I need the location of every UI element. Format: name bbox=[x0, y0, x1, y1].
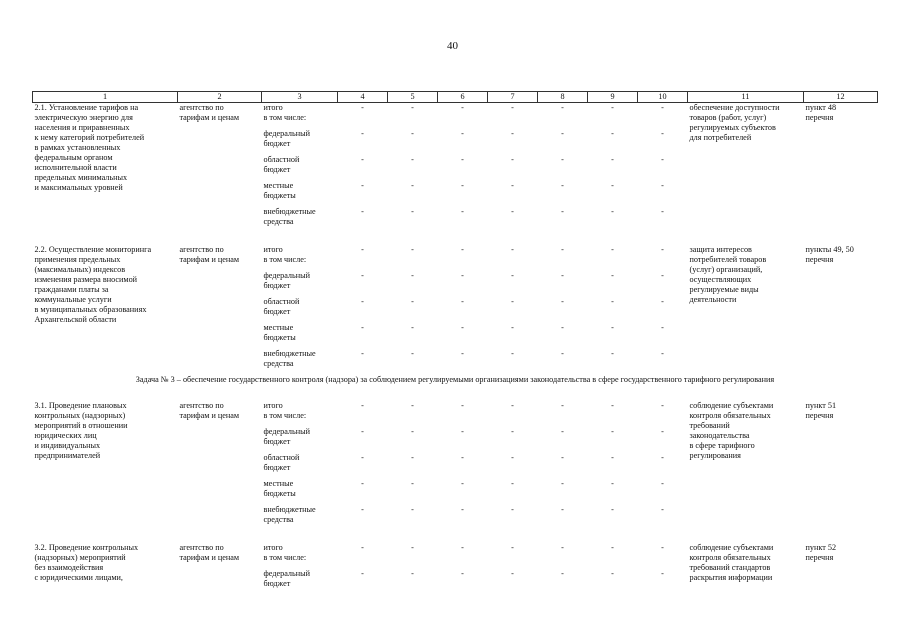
column-header: 3 bbox=[262, 92, 338, 103]
funding-source: федеральный бюджет bbox=[263, 271, 311, 290]
funding-value: - bbox=[611, 505, 614, 514]
funding-value: - bbox=[461, 323, 464, 332]
task-header-row bbox=[33, 375, 878, 401]
funding-value: - bbox=[361, 181, 364, 190]
funding-value: - bbox=[611, 129, 614, 138]
funding-value: - bbox=[611, 103, 614, 112]
funding-value: - bbox=[561, 543, 564, 552]
table-row bbox=[33, 543, 878, 569]
funding-value: - bbox=[511, 297, 514, 306]
funding-source: областной бюджет bbox=[263, 155, 300, 174]
funding-value: - bbox=[411, 569, 414, 578]
funding-value: - bbox=[361, 427, 364, 436]
funding-value: - bbox=[411, 129, 414, 138]
funding-source: итого в том числе: bbox=[263, 543, 307, 562]
funding-value: - bbox=[611, 479, 614, 488]
funding-value: - bbox=[411, 103, 414, 112]
activity-name: 2.2. Осуществление мониторинга применения предельных (максимальных) индексов изменения размера вносимой гражданами платы за коммунальные услуги в муниципальных образованиях Архангельской области bbox=[34, 245, 152, 324]
funding-value: - bbox=[661, 245, 664, 254]
expected-result: соблюдение субъектами контроля обязательных требований законодательства в сфере тарифного регулирования bbox=[689, 401, 774, 460]
executor: агентство по тарифам и ценам bbox=[179, 103, 240, 122]
funding-value: - bbox=[511, 155, 514, 164]
funding-value: - bbox=[611, 323, 614, 332]
column-header: 6 bbox=[438, 92, 488, 103]
funding-value: - bbox=[461, 505, 464, 514]
funding-value: - bbox=[361, 505, 364, 514]
funding-value: - bbox=[461, 297, 464, 306]
funding-value: - bbox=[561, 129, 564, 138]
funding-value: - bbox=[361, 453, 364, 462]
funding-value: - bbox=[461, 207, 464, 216]
list-reference: пункт 48 перечня bbox=[805, 103, 837, 122]
funding-value: - bbox=[661, 349, 664, 358]
funding-value: - bbox=[661, 569, 664, 578]
funding-value: - bbox=[661, 323, 664, 332]
funding-value: - bbox=[361, 103, 364, 112]
list-reference: пункт 52 перечня bbox=[805, 543, 837, 562]
expected-result: обеспечение доступности товаров (работ, услуг) регулируемых субъектов для потребителей bbox=[689, 103, 780, 142]
funding-value: - bbox=[561, 297, 564, 306]
funding-value: - bbox=[561, 155, 564, 164]
column-header: 8 bbox=[538, 92, 588, 103]
funding-value: - bbox=[411, 323, 414, 332]
funding-value: - bbox=[511, 349, 514, 358]
funding-value: - bbox=[411, 349, 414, 358]
funding-value: - bbox=[461, 479, 464, 488]
funding-value: - bbox=[411, 207, 414, 216]
funding-value: - bbox=[661, 155, 664, 164]
funding-value: - bbox=[411, 181, 414, 190]
funding-value: - bbox=[461, 427, 464, 436]
funding-value: - bbox=[411, 401, 414, 410]
funding-value: - bbox=[611, 349, 614, 358]
spacer-row bbox=[33, 233, 878, 245]
funding-value: - bbox=[661, 207, 664, 216]
executor: агентство по тарифам и ценам bbox=[179, 245, 240, 264]
funding-value: - bbox=[561, 453, 564, 462]
column-header: 2 bbox=[178, 92, 262, 103]
column-header: 5 bbox=[388, 92, 438, 103]
funding-value: - bbox=[411, 543, 414, 552]
funding-value: - bbox=[561, 401, 564, 410]
column-header: 1 bbox=[33, 92, 178, 103]
table-body bbox=[33, 103, 878, 596]
funding-value: - bbox=[411, 479, 414, 488]
funding-value: - bbox=[361, 155, 364, 164]
column-number-header bbox=[33, 92, 878, 103]
funding-value: - bbox=[661, 181, 664, 190]
funding-value: - bbox=[461, 543, 464, 552]
funding-value: - bbox=[361, 569, 364, 578]
funding-value: - bbox=[611, 155, 614, 164]
funding-value: - bbox=[561, 349, 564, 358]
funding-value: - bbox=[461, 569, 464, 578]
funding-value: - bbox=[611, 401, 614, 410]
funding-value: - bbox=[661, 479, 664, 488]
funding-value: - bbox=[411, 453, 414, 462]
funding-value: - bbox=[511, 207, 514, 216]
funding-value: - bbox=[511, 453, 514, 462]
funding-value: - bbox=[511, 181, 514, 190]
funding-value: - bbox=[411, 155, 414, 164]
column-header: 7 bbox=[488, 92, 538, 103]
funding-value: - bbox=[611, 569, 614, 578]
funding-source: федеральный бюджет bbox=[263, 569, 311, 588]
spacer-cell bbox=[33, 233, 878, 245]
program-table bbox=[32, 91, 878, 595]
activity-name: 3.1. Проведение плановых контрольных (надзорных) мероприятий в отношении юридических лиц и индивидуальных предпринимателей bbox=[34, 401, 128, 460]
funding-value: - bbox=[661, 543, 664, 552]
funding-value: - bbox=[511, 129, 514, 138]
funding-value: - bbox=[561, 245, 564, 254]
spacer-cell bbox=[33, 531, 878, 543]
funding-value: - bbox=[361, 207, 364, 216]
funding-value: - bbox=[561, 181, 564, 190]
funding-source: внебюджетные средства bbox=[263, 505, 316, 524]
funding-value: - bbox=[461, 271, 464, 280]
funding-value: - bbox=[611, 427, 614, 436]
funding-value: - bbox=[361, 349, 364, 358]
funding-value: - bbox=[461, 129, 464, 138]
funding-value: - bbox=[411, 505, 414, 514]
funding-value: - bbox=[661, 505, 664, 514]
column-header: 9 bbox=[588, 92, 638, 103]
list-reference: пункты 49, 50 перечня bbox=[805, 245, 854, 264]
funding-value: - bbox=[461, 155, 464, 164]
funding-value: - bbox=[511, 245, 514, 254]
funding-value: - bbox=[661, 271, 664, 280]
funding-source: областной бюджет bbox=[263, 453, 300, 472]
funding-value: - bbox=[661, 453, 664, 462]
funding-value: - bbox=[461, 453, 464, 462]
funding-value: - bbox=[611, 271, 614, 280]
funding-value: - bbox=[511, 569, 514, 578]
funding-source: итого в том числе: bbox=[263, 103, 307, 122]
activity-name: 2.1. Установление тарифов на электрическую энергию для населения и приравненных к нему категорий потребителей в рамках установленных федеральным органом исполнительной власти предельных минимальных и максимальных уровней bbox=[34, 103, 145, 192]
funding-value: - bbox=[611, 297, 614, 306]
funding-source: внебюджетные средства bbox=[263, 349, 316, 368]
funding-value: - bbox=[611, 543, 614, 552]
list-reference: пункт 51 перечня bbox=[805, 401, 837, 420]
column-header: 4 bbox=[338, 92, 388, 103]
funding-value: - bbox=[661, 103, 664, 112]
funding-value: - bbox=[561, 427, 564, 436]
funding-value: - bbox=[361, 479, 364, 488]
funding-value: - bbox=[611, 453, 614, 462]
funding-value: - bbox=[511, 401, 514, 410]
funding-value: - bbox=[361, 401, 364, 410]
funding-value: - bbox=[411, 297, 414, 306]
funding-value: - bbox=[361, 271, 364, 280]
column-header: 10 bbox=[638, 92, 688, 103]
funding-source: областной бюджет bbox=[263, 297, 300, 316]
funding-value: - bbox=[361, 323, 364, 332]
funding-value: - bbox=[561, 479, 564, 488]
funding-value: - bbox=[461, 349, 464, 358]
funding-value: - bbox=[511, 271, 514, 280]
spacer-row bbox=[33, 531, 878, 543]
funding-value: - bbox=[561, 207, 564, 216]
funding-value: - bbox=[361, 297, 364, 306]
funding-source: местные бюджеты bbox=[263, 323, 296, 342]
funding-source: местные бюджеты bbox=[263, 479, 296, 498]
funding-value: - bbox=[411, 427, 414, 436]
table-row bbox=[33, 245, 878, 271]
funding-value: - bbox=[361, 543, 364, 552]
funding-value: - bbox=[511, 323, 514, 332]
funding-value: - bbox=[411, 271, 414, 280]
page-number: 40 bbox=[447, 40, 458, 52]
funding-value: - bbox=[461, 245, 464, 254]
funding-value: - bbox=[511, 103, 514, 112]
column-header: 12 bbox=[804, 92, 878, 103]
table-row bbox=[33, 103, 878, 130]
funding-value: - bbox=[511, 479, 514, 488]
funding-value: - bbox=[661, 401, 664, 410]
funding-value: - bbox=[411, 245, 414, 254]
executor: агентство по тарифам и ценам bbox=[179, 401, 240, 420]
funding-source: итого в том числе: bbox=[263, 245, 307, 264]
activity-name: 3.2. Проведение контрольных (надзорных) мероприятий без взаимодействия с юридическими лицами, bbox=[34, 543, 139, 582]
funding-source: федеральный бюджет bbox=[263, 427, 311, 446]
funding-value: - bbox=[661, 427, 664, 436]
funding-value: - bbox=[361, 129, 364, 138]
funding-value: - bbox=[461, 181, 464, 190]
funding-value: - bbox=[561, 505, 564, 514]
funding-value: - bbox=[611, 245, 614, 254]
table-row bbox=[33, 401, 878, 427]
funding-value: - bbox=[561, 103, 564, 112]
funding-value: - bbox=[461, 401, 464, 410]
funding-source: местные бюджеты bbox=[263, 181, 296, 200]
funding-value: - bbox=[511, 505, 514, 514]
funding-value: - bbox=[561, 323, 564, 332]
task-title: Задача № 3 – обеспечение государственного контроля (надзора) за соблюдением регулируемыми организациями законодательства в сфере государственного тарифного регулирования bbox=[135, 375, 775, 384]
funding-value: - bbox=[511, 543, 514, 552]
funding-source: итого в том числе: bbox=[263, 401, 307, 420]
funding-source: федеральный бюджет bbox=[263, 129, 311, 148]
funding-value: - bbox=[661, 129, 664, 138]
funding-value: - bbox=[561, 271, 564, 280]
expected-result: защита интересов потребителей товаров (услуг) организаций, осуществляющих регулируемые виды деятельности bbox=[689, 245, 767, 304]
funding-value: - bbox=[661, 297, 664, 306]
funding-source: внебюджетные средства bbox=[263, 207, 316, 226]
funding-value: - bbox=[461, 103, 464, 112]
funding-value: - bbox=[611, 181, 614, 190]
column-header: 11 bbox=[688, 92, 804, 103]
funding-value: - bbox=[361, 245, 364, 254]
executor: агентство по тарифам и ценам bbox=[179, 543, 240, 562]
funding-value: - bbox=[611, 207, 614, 216]
funding-value: - bbox=[561, 569, 564, 578]
expected-result: соблюдение субъектами контроля обязательных требований стандартов раскрытия информации bbox=[689, 543, 774, 582]
funding-value: - bbox=[511, 427, 514, 436]
